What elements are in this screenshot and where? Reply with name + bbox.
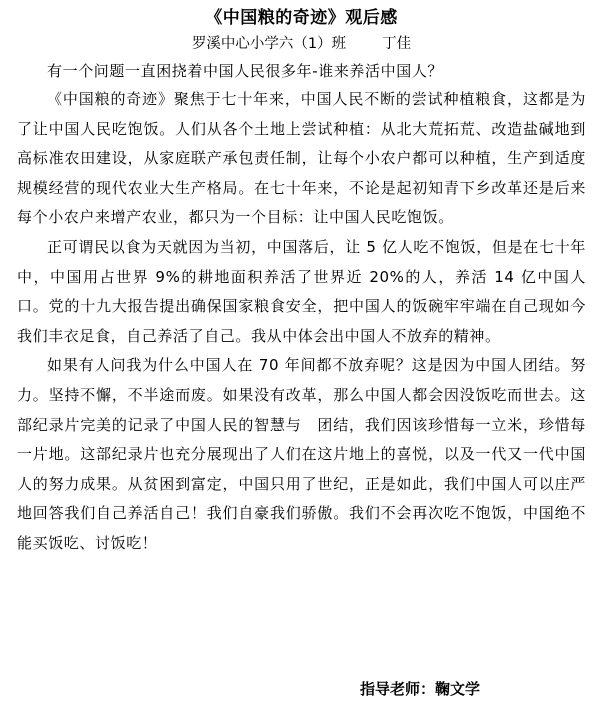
paragraph-1: 《中国粮的奇迹》聚焦于七十年来，中国人民不断的尝试种植粮食，这都是为了让中国人民吃饱饭。人们从各个土地上尝试种植：从北大荒拓荒、改造盐碱地到高标准农田建设，从家庭联产承包责任制，让每个小农户都可以种植，生产到适度规模经营的现代农业大生产格局。在七十年来，不论是起初知青下乡改革还是后来每个小农户来增产农业，都只为一个目标：让中国人民吃饱饭。 [17,90,586,227]
paragraph-2: 正可谓民以食为天就因为当初，中国落后，让 5 亿人吃不饱饭，但是在七十年中，中国用占世界 9%的耕地面积养活了世界近 20%的人，养活 14 亿中国人口。党的十九大报告提出确保国家粮食安全，把中国人的饭碗牢牢端在自己现如今我们丰衣足食，自己养活了自己。我从中体会出中国人不放弃的精神。 [17,237,586,345]
author-line [17,31,586,58]
essay-title: 《中国粮的奇迹》观后感 [205,8,398,28]
author-name: 丁佳 [382,36,412,52]
author-class: 罗溪中心小学六（1）班 [191,36,347,52]
advisor-signature: 指导老师：鞠文学 [360,680,481,698]
paragraph-3: 如果有人问我为什么中国人在 70 年间都不放弃呢？这是因为中国人团结。努力。坚持不懈，不半途而废。如果没有改革，那么中国人都会因没饭吃而世去。这部纪录片完美的记录了中国人民的智慧与 团结，我们因该珍惜每一立米，珍惜每一片地。这部纪录片也充分展现出了人们在这片地上的喜悦，以及一代又一代中国人的努力成果。从贫困到富定，中国只用了世纪，正是如此，我们中国人可以庄严地回答我们自己养活自己！我们自豪我们骄傲。我们不会再次吃不饱饭，中国绝不能买饭吃、讨饭吃！ [17,356,586,552]
opening-question: 有一个问题一直困挠着中国人民很多年-谁来养活中国人？ [47,62,444,80]
